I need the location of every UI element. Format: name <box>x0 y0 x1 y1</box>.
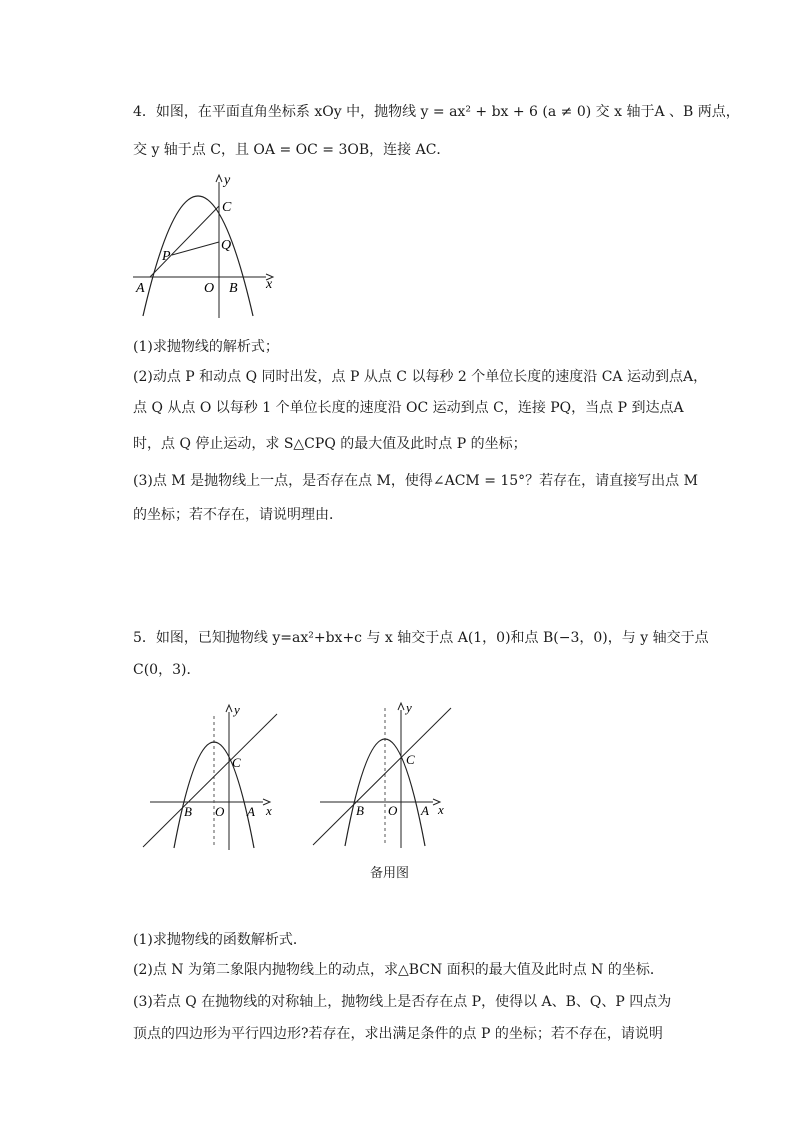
p4-segment-PQ <box>172 242 219 255</box>
problem5-figure-main <box>138 702 288 852</box>
p5a-line-BC <box>143 714 277 847</box>
p4-label-y: y <box>224 173 231 188</box>
p5b-label-y: y <box>406 700 412 715</box>
p4-label-O: O <box>204 281 215 296</box>
p5a-label-B: B <box>184 804 192 819</box>
p4-label-B: B <box>229 281 238 296</box>
problem4-q3-line2: 的坐标；若不存在，请说明理由． <box>133 507 343 523</box>
backup-figure-caption: 备用图 <box>370 866 410 881</box>
problem5-stem-line2: C(0，3)． <box>133 662 201 678</box>
problem5-q2: (2)点 N 为第二象限内抛物线上的动点，求△BCN 面积的最大值及此时点 N 的坐标． <box>133 962 664 978</box>
p5b-label-C: C <box>406 752 415 767</box>
p5a-label-y: y <box>234 702 240 717</box>
p5b-label-x: x <box>438 802 444 817</box>
p4-segment-AC <box>150 206 219 277</box>
problem4-q2-line3: 时，点 Q 停止运动，求 S△CPQ 的最大值及此时点 P 的坐标； <box>133 436 527 452</box>
problem4-figure <box>128 170 288 320</box>
p5a-label-C: C <box>232 755 241 770</box>
problem4-stem-line1: 4．如图，在平面直角坐标系 xOy 中，抛物线 y = ax² + bx + 6 (a ≠ 0) 交 x 轴于A 、B 两点， <box>133 104 740 120</box>
p4-parabola <box>143 196 253 316</box>
problem5-q3-line2: 顶点的四边形为平行四边形?若存在，求出满足条件的点 P 的坐标；若不存在，请说明 <box>133 1026 663 1042</box>
problem5-figure-backup <box>308 700 458 850</box>
p4-label-x: x <box>266 277 273 292</box>
problem4-q3-line1: (3)点 M 是抛物线上一点，是否存在点 M，使得∠ACM = 15°？若存在，请直接写出点 M <box>133 473 698 489</box>
p5a-label-x: x <box>266 803 272 818</box>
problem4-q1: (1)求抛物线的解析式； <box>133 339 279 355</box>
p4-label-Q: Q <box>221 238 232 253</box>
p5b-y-arrow <box>398 703 404 710</box>
p4-label-A: A <box>136 281 145 296</box>
p5a-label-O: O <box>215 804 225 819</box>
problem5-q3-line1: (3)若点 Q 在抛物线的对称轴上，抛物线上是否存在点 P，使得以 A、B、Q、P 四点为 <box>133 994 672 1010</box>
problem5-stem-line1: 5．如图，已知抛物线 y=ax²+bx+c 与 x 轴交于点 A(1，0)和点 B(−3，0)，与 y 轴交于点 <box>133 630 709 646</box>
p4-y-arrow <box>216 175 222 182</box>
p4-label-P: P <box>162 249 171 264</box>
problem5-q1: (1)求抛物线的函数解析式． <box>133 932 307 948</box>
p5a-y-arrow <box>226 705 232 712</box>
p5b-line-BC <box>313 708 451 845</box>
p5b-label-A: A <box>421 803 429 818</box>
p5b-label-B: B <box>356 803 364 818</box>
p5b-label-O: O <box>388 803 398 818</box>
problem4-q2-line1: (2)动点 P 和动点 Q 同时出发，点 P 从点 C 以每秒 2 个单位长度的速度沿 CA 运动到点A， <box>133 369 708 385</box>
p5a-label-A: A <box>247 804 255 819</box>
problem4-q2-line2: 点 Q 从点 O 以每秒 1 个单位长度的速度沿 OC 运动到点 C，连接 PQ，当点 P 到达点A <box>133 400 684 416</box>
problem4-stem-line2: 交 y 轴于点 C，且 OA = OC = 3OB，连接 AC． <box>133 142 451 158</box>
p4-label-C: C <box>222 200 232 215</box>
